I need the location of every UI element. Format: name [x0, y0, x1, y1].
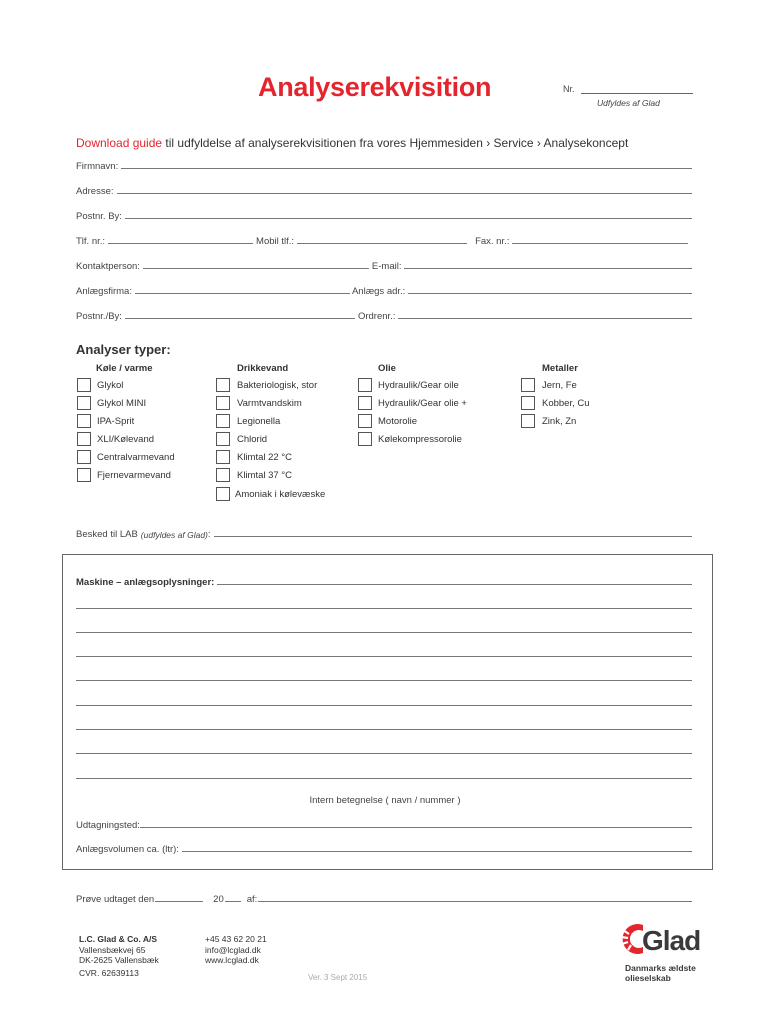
- proeve-label: Prøve udtaget den: [76, 894, 155, 905]
- firmnavn-label: Firmnavn:: [76, 161, 119, 172]
- proeve-year-label: 20: [213, 894, 224, 905]
- postnr-by-label: Postnr. By:: [76, 211, 122, 222]
- checkbox-jern-fe[interactable]: [521, 378, 535, 392]
- checkbox-hydraulik-gear-olie-plus[interactable]: [358, 396, 372, 410]
- checkbox-label: Centralvarmevand: [97, 452, 175, 463]
- email-label: E-mail:: [371, 261, 402, 272]
- checkbox-amoniak[interactable]: [216, 487, 230, 501]
- nr-label: Nr.: [563, 84, 575, 94]
- checkbox-legionella[interactable]: [216, 414, 230, 428]
- besked-colon: :: [207, 529, 211, 540]
- firmnavn-field[interactable]: [121, 168, 692, 169]
- page-title: Analyserekvisition: [258, 72, 492, 102]
- anlaegsfirma-field[interactable]: [135, 293, 350, 294]
- company-contact: [205, 934, 267, 966]
- fax-field[interactable]: [512, 243, 688, 244]
- kontakt-row: [76, 258, 692, 272]
- postnr-by-row: [76, 208, 692, 222]
- maskine-line-3[interactable]: [76, 656, 692, 657]
- anlaegsvolumen-field[interactable]: [182, 851, 692, 852]
- besked-note: (udfyldes af Glad): [140, 530, 208, 540]
- phone-row: [76, 233, 692, 247]
- postnr-by-field[interactable]: [125, 218, 692, 219]
- maskine-line-6[interactable]: [76, 729, 692, 730]
- checkbox-hydraulik-gear-oile[interactable]: [358, 378, 372, 392]
- company-street: Vallensbækvej 65: [79, 944, 146, 955]
- tlf-field[interactable]: [108, 243, 253, 244]
- guide-description: til udfyldelse af analyserekvisitionen fra vores Hjemmesiden › Service › Analysekoncept: [162, 136, 629, 150]
- maskine-row: [76, 574, 692, 588]
- company-cvr: CVR. 62639113: [79, 968, 139, 978]
- company-website[interactable]: www.lcglad.dk: [205, 955, 259, 965]
- udtagningssted-label: Udtagningsted:: [76, 820, 140, 831]
- checkbox-label: Fjernevarmevand: [97, 470, 171, 481]
- mobil-label: Mobil tlf.:: [256, 236, 295, 247]
- checkbox-kolekompressorolie[interactable]: [358, 432, 372, 446]
- brand-name: Glad: [642, 925, 701, 956]
- intern-betegnelse-caption: Intern betegnelse ( navn / nummer ): [309, 795, 461, 806]
- maskine-field[interactable]: [217, 584, 692, 585]
- checkbox-label: Amoniak i kølevæske: [235, 489, 326, 500]
- company-email[interactable]: info@lcglad.dk: [205, 944, 261, 955]
- tlf-label: Tlf. nr.:: [76, 236, 106, 247]
- checkbox-label: Varmtvandskim: [237, 398, 302, 409]
- maskine-label: Maskine – anlægsoplysninger:: [76, 577, 215, 588]
- company-phone: +45 43 62 20 21: [205, 934, 267, 944]
- column-header-metaller: Metaller: [542, 363, 578, 374]
- checkbox-label: IPA-Sprit: [97, 416, 135, 427]
- besked-field[interactable]: [214, 536, 692, 537]
- anlaegs-adr-field[interactable]: [408, 293, 692, 294]
- adresse-row: [76, 183, 692, 197]
- postnr-by2-row: [76, 308, 692, 322]
- besked-label: Besked til LAB: [76, 529, 138, 540]
- column-header-olie: Olie: [378, 363, 396, 374]
- ordrenr-label: Ordrenr.:: [357, 311, 396, 322]
- checkbox-label: XLI/Kølevand: [97, 434, 155, 445]
- proeve-date-field[interactable]: [155, 901, 203, 902]
- maskine-line-1[interactable]: [76, 608, 692, 609]
- company-address: [79, 934, 159, 966]
- checkbox-xli-kolevand[interactable]: [77, 432, 91, 446]
- firmnavn-row: [76, 158, 692, 172]
- checkbox-label: Jern, Fe: [542, 380, 577, 391]
- proeve-year-field[interactable]: [225, 901, 241, 902]
- maskine-line-4[interactable]: [76, 680, 692, 681]
- adresse-label: Adresse:: [76, 186, 114, 197]
- version-text: Ver. 3 Sept 2015: [308, 973, 368, 982]
- fax-label: Fax. nr.:: [475, 236, 510, 247]
- analyses-heading: Analyser typer:: [76, 342, 171, 357]
- postnr-by2-field[interactable]: [125, 318, 355, 319]
- kontakt-label: Kontaktperson:: [76, 261, 140, 272]
- checkbox-glykol[interactable]: [77, 378, 91, 392]
- anlaegsvolumen-row: [76, 841, 692, 855]
- maskine-line-2[interactable]: [76, 632, 692, 633]
- brand-tagline: [625, 963, 696, 983]
- nr-note: Udfyldes af Glad: [597, 98, 660, 108]
- checkbox-label: Klimtal 22 °C: [237, 452, 293, 463]
- maskine-line-5[interactable]: [76, 705, 692, 706]
- company-city: DK-2625 Vallensbæk: [79, 955, 159, 965]
- maskine-line-8[interactable]: [76, 778, 692, 779]
- besked-row: [76, 526, 692, 540]
- download-guide-link[interactable]: Download guide: [76, 136, 163, 150]
- checkbox-label: Glykol MINI: [97, 398, 147, 409]
- checkbox-motorolie[interactable]: [358, 414, 372, 428]
- checkbox-label: Hydraulik/Gear oile: [378, 380, 459, 391]
- udtagningssted-field[interactable]: [140, 827, 692, 828]
- udtagningssted-row: [76, 817, 692, 831]
- checkbox-varmtvandskim[interactable]: [216, 396, 230, 410]
- checkbox-label: Bakteriologisk, stor: [237, 380, 318, 391]
- checkbox-label: Hydraulik/Gear olie +: [378, 398, 467, 409]
- kontakt-field[interactable]: [143, 268, 369, 269]
- column-header-kole-varme: Køle / varme: [96, 363, 153, 374]
- checkbox-label: Kølekompressorolie: [378, 434, 462, 445]
- checkbox-centralvarmevand[interactable]: [77, 450, 91, 464]
- ordrenr-field[interactable]: [398, 318, 692, 319]
- checkbox-zink-zn[interactable]: [521, 414, 535, 428]
- email-field[interactable]: [404, 268, 692, 269]
- checkbox-fjernevarmevand[interactable]: [77, 468, 91, 482]
- checkbox-label: Chlorid: [237, 434, 268, 445]
- checkbox-ipa-sprit[interactable]: [77, 414, 91, 428]
- maskine-line-7[interactable]: [76, 753, 692, 754]
- anlaegsfirma-row: [76, 283, 692, 297]
- checkbox-chlorid[interactable]: [216, 432, 230, 446]
- company-name: L.C. Glad & Co. A/S: [79, 934, 158, 944]
- proeve-af-label: af:: [246, 894, 258, 905]
- checkbox-label: Zink, Zn: [542, 416, 577, 427]
- checkbox-glykol-mini[interactable]: [77, 396, 91, 410]
- checkbox-bakteriologisk-stor[interactable]: [216, 378, 230, 392]
- checkbox-label: Glykol: [97, 380, 124, 391]
- proeve-row: [76, 891, 692, 905]
- tagline-line-1: Danmarks ældste: [625, 963, 696, 973]
- checkbox-label: Motorolie: [378, 416, 418, 427]
- checkbox-kobber-cu[interactable]: [521, 396, 535, 410]
- nr-field[interactable]: [581, 93, 693, 94]
- anlaegsfirma-label: Anlægsfirma:: [76, 286, 132, 297]
- column-header-drikkevand: Drikkevand: [237, 363, 289, 374]
- checkbox-label: Kobber, Cu: [542, 398, 590, 409]
- mobil-field[interactable]: [297, 243, 467, 244]
- checkbox-klimtal-37[interactable]: [216, 468, 230, 482]
- checkbox-label: Legionella: [237, 416, 281, 427]
- guide-text: [76, 136, 628, 150]
- proeve-af-field[interactable]: [258, 901, 692, 902]
- anlaegs-adr-label: Anlægs adr.:: [351, 286, 406, 297]
- checkbox-klimtal-22[interactable]: [216, 450, 230, 464]
- tagline-line-2: olieselskab: [625, 973, 671, 983]
- adresse-field[interactable]: [117, 193, 693, 194]
- checkbox-label: Klimtal 37 °C: [237, 470, 293, 481]
- postnr-by2-label: Postnr./By:: [76, 311, 122, 322]
- anlaegsvolumen-label: Anlægsvolumen ca. (ltr):: [76, 844, 179, 855]
